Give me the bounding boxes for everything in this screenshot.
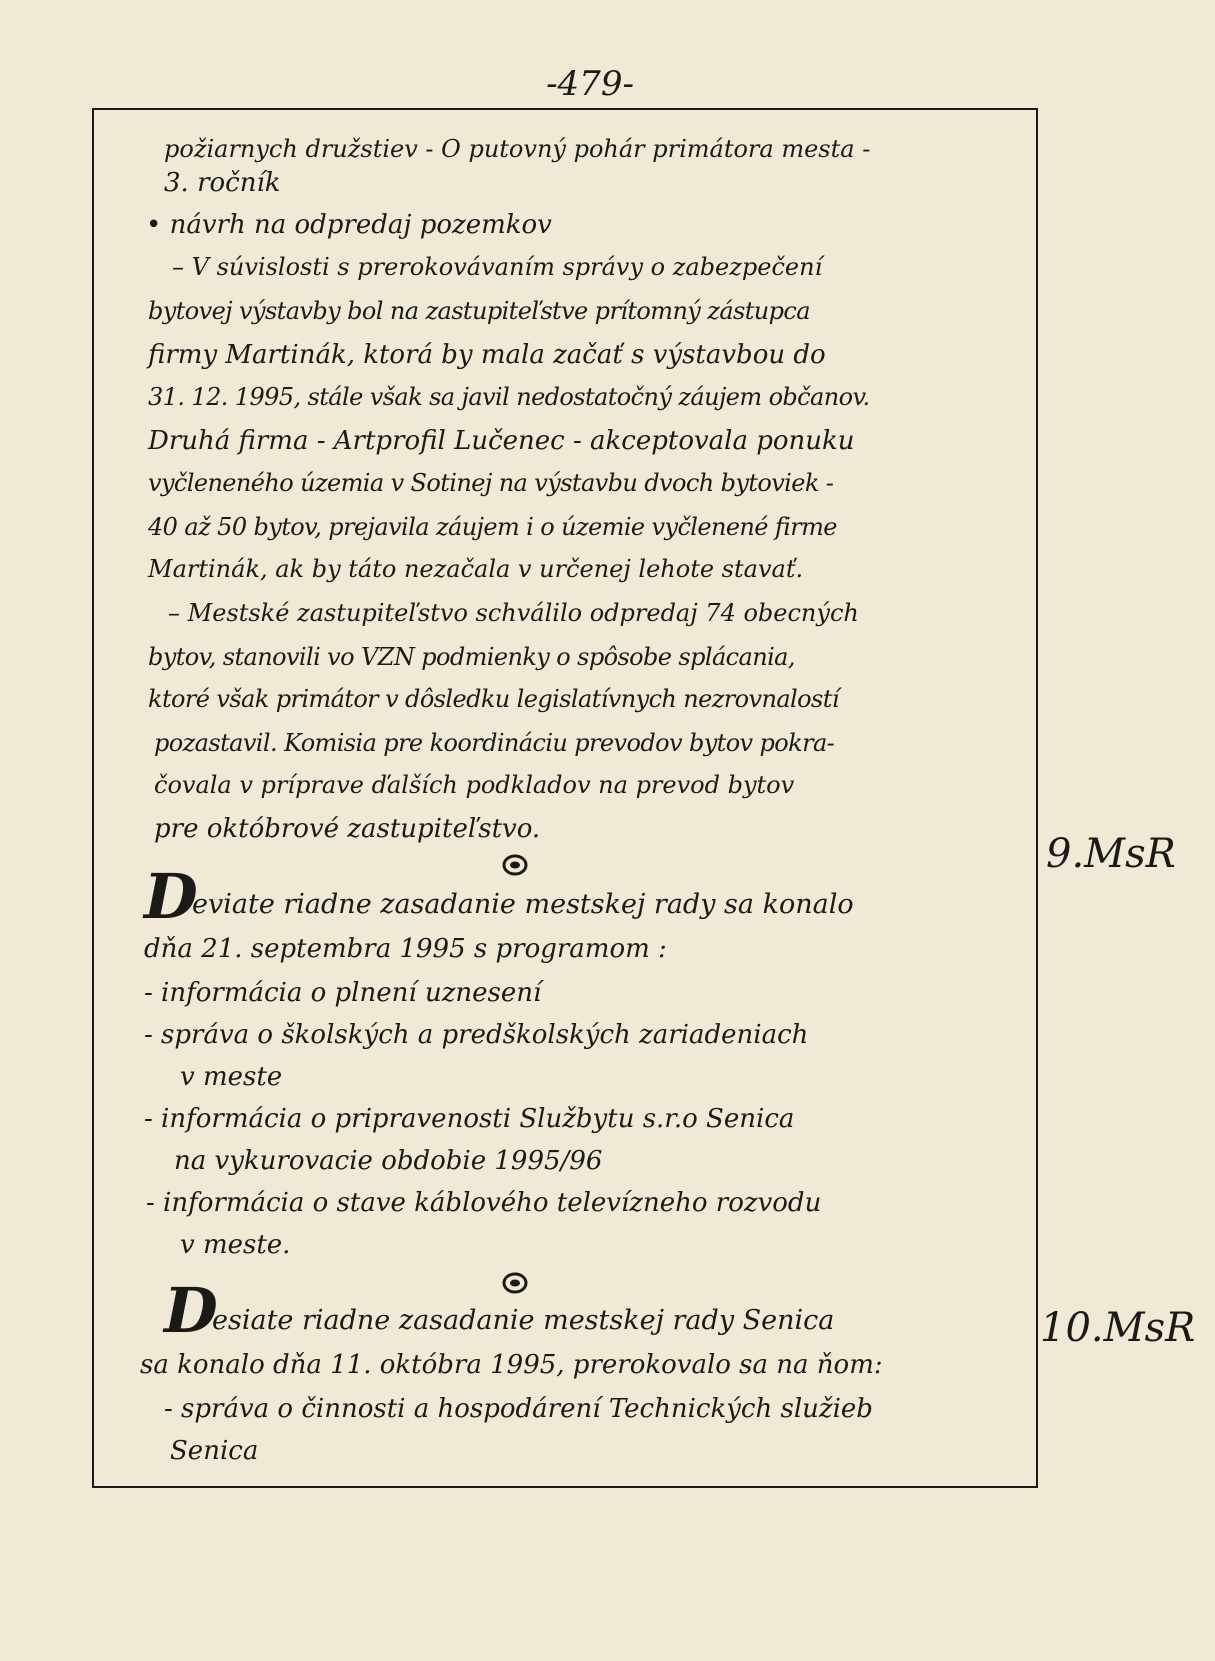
line: firmy Martinák, ktorá by mala začať s výstavbou do (148, 340, 826, 370)
margin-note: 9.MsR (1046, 831, 1176, 877)
line: na vykurovacie obdobie 1995/96 (174, 1146, 603, 1176)
text-frame (92, 108, 1038, 1488)
line: v meste (180, 1062, 283, 1092)
line: Martinák, ak by táto nezačala v určenej lehote stavať. (148, 555, 804, 583)
line: Senica (170, 1436, 259, 1466)
line: – V súvislosti s prerokovávaním správy o zabezpečení (172, 253, 823, 281)
page-number: -479- (546, 64, 634, 104)
bullet-line: • návrh na odpredaj pozemkov (146, 210, 552, 240)
line: pre októbrové zastupiteľstvo. (154, 814, 541, 844)
line: pozastavil. Komisia pre koordináciu prevodov bytov pokra- (154, 729, 835, 757)
line: 31. 12. 1995, stále však sa javil nedostatočný záujem občanov. (148, 383, 870, 411)
line: dňa 21. septembra 1995 s programom : (144, 934, 667, 964)
agenda-item: - správa o školských a predškolských zariadeniach (144, 1020, 809, 1050)
agenda-item: - informácia o pripravenosti Službytu s.r.o Senica (144, 1104, 795, 1134)
line: sa konalo dňa 11. októbra 1995, prerokovalo sa na ňom: (140, 1350, 883, 1380)
drop-cap: D (144, 860, 198, 933)
ornament-icon (502, 1270, 528, 1296)
line: vyčleneného územia v Sotinej na výstavbu dvoch bytoviek - (148, 469, 834, 497)
line: bytov, stanovili vo VZN podmienky o spôsobe splácania, (148, 643, 795, 671)
drop-cap: D (164, 1274, 218, 1347)
agenda-item: - správa o činnosti a hospodárení Technických služieb (164, 1394, 873, 1424)
line: čovala v príprave ďalších podkladov na prevod bytov (154, 771, 795, 799)
agenda-item: - informácia o stave káblového televízneho rozvodu (146, 1188, 822, 1218)
line: 3. ročník (164, 168, 281, 198)
line: ktoré však primátor v dôsledku legislatívnych nezrovnalostí (148, 685, 839, 713)
ornament-icon (502, 852, 528, 878)
line: 40 až 50 bytov, prejavila záujem i o územie vyčlenené firme (148, 513, 837, 541)
margin-note: 10.MsR (1040, 1305, 1196, 1351)
line: v meste. (180, 1230, 291, 1260)
line: Druhá firma - Artprofil Lučenec - akceptovala ponuku (148, 426, 855, 456)
line: požiarnych družstiev - O putovný pohár primátora mesta - (164, 135, 871, 163)
section-heading: eviate riadne zasadanie mestskej rady sa konalo (192, 889, 854, 920)
line: – Mestské zastupiteľstvo schválilo odpredaj 74 obecných (168, 599, 859, 627)
line: bytovej výstavby bol na zastupiteľstve prítomný zástupca (148, 297, 810, 325)
section-heading: esiate riadne zasadanie mestskej rady Senica (212, 1305, 835, 1336)
agenda-item: - informácia o plnení uznesení (144, 978, 542, 1008)
